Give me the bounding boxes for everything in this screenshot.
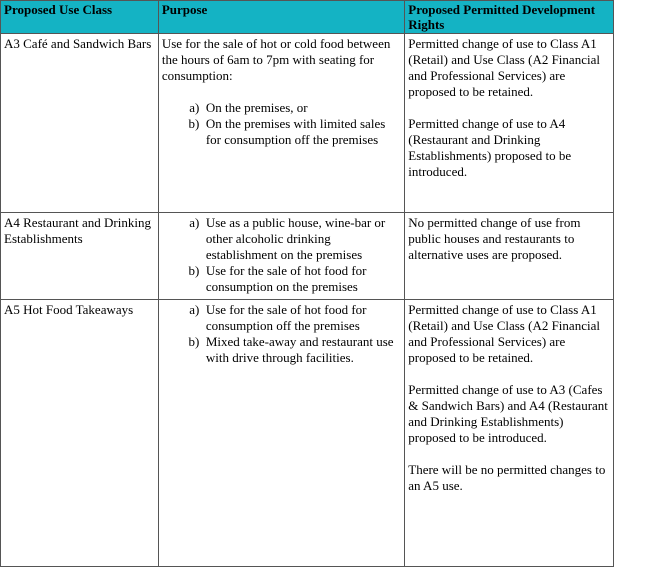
- rights-cell: [405, 213, 614, 300]
- purpose-cell: [158, 213, 404, 300]
- use-class-cell: A5 Hot Food Takeaways: [1, 300, 159, 567]
- rights-paragraph: Permitted change of use to A4 (Restaurant and Drinking Establishments) proposed to be introduced.: [408, 116, 572, 179]
- purpose-list: [162, 100, 401, 148]
- list-item: a. Use for the sale of hot food for consumption off the premises: [206, 302, 401, 334]
- rights-cell: [405, 34, 614, 213]
- rights-cell: [405, 300, 614, 567]
- rights-paragraph: Permitted change of use to Class A1 (Retail) and Use Class (A2 Financial and Professional Services) are proposed to be retained.: [408, 36, 600, 99]
- list-item: a. Use as a public house, wine-bar or other alcoholic drinking establishment on the premises: [206, 215, 401, 263]
- rights-paragraph: Permitted change of use to A3 (Cafes & Sandwich Bars) and A4 (Restaurant and Drinking Establishments) proposed to be introduced.: [408, 382, 608, 445]
- table-row: [1, 300, 614, 567]
- rights-paragraph: No permitted change of use from public houses and restaurants to alternative uses are proposed.: [408, 215, 581, 262]
- header-row: [1, 1, 614, 34]
- list-item: b. Use for the sale of hot food for consumption on the premises: [206, 263, 401, 295]
- use-class-cell: A4 Restaurant and Drinking Establishments: [1, 213, 159, 300]
- purpose-cell: [158, 34, 404, 213]
- purpose-list: [162, 302, 401, 366]
- list-item: a. On the premises, or: [206, 100, 401, 116]
- header-purpose: Purpose: [158, 1, 404, 34]
- rights-paragraph: Permitted change of use to Class A1 (Retail) and Use Class (A2 Financial and Professional Services) are proposed to be retained.: [408, 302, 600, 365]
- purpose-cell: [158, 300, 404, 567]
- rights-paragraph: There will be no permitted changes to an A5 use.: [408, 462, 606, 493]
- header-use-class: Proposed Use Class: [1, 1, 159, 34]
- list-item: b. Mixed take-away and restaurant use with drive through facilities.: [206, 334, 401, 366]
- purpose-intro: Use for the sale of hot or cold food between the hours of 6am to 7pm with seating for consumption:: [161, 36, 391, 83]
- header-rights: Proposed Permitted Development Rights: [405, 1, 614, 34]
- table-row: [1, 213, 614, 300]
- purpose-list: [162, 215, 401, 295]
- use-class-cell: A3 Café and Sandwich Bars: [1, 34, 159, 213]
- list-item: b. On the premises with limited sales for consumption off the premises: [206, 116, 401, 148]
- table-row: [1, 34, 614, 213]
